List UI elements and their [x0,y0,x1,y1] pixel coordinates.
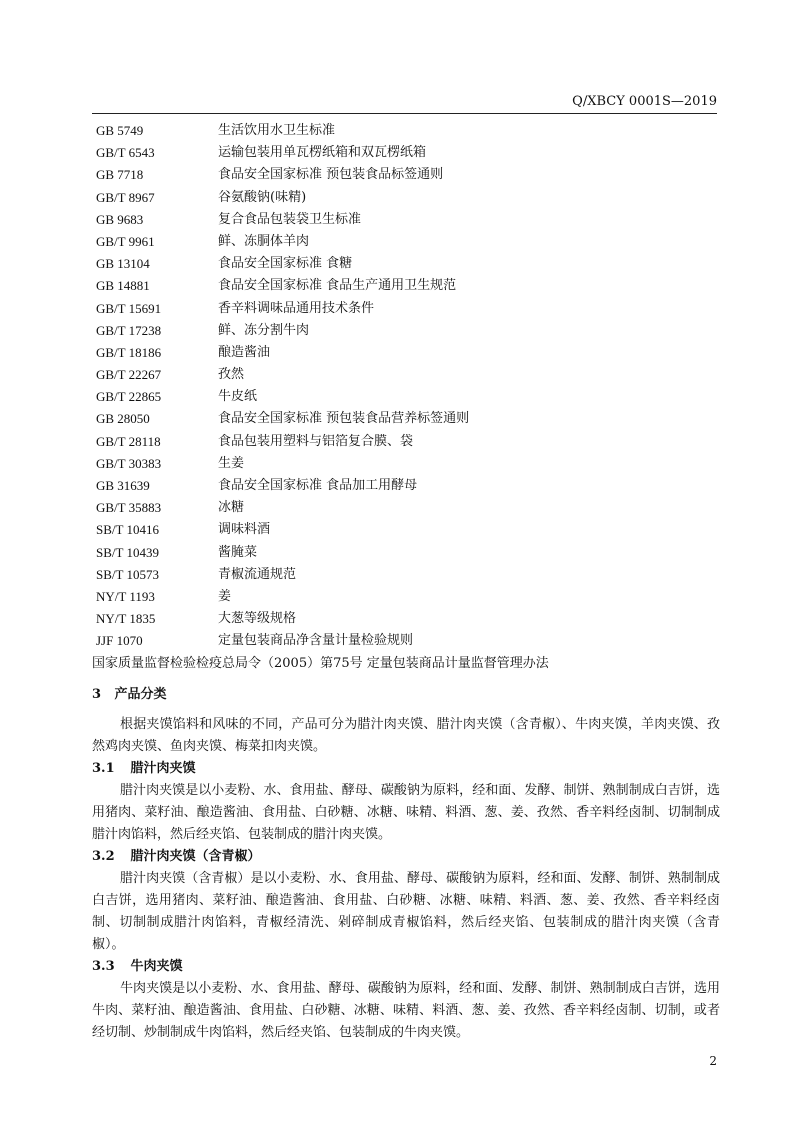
reference-row [96,497,716,519]
reference-code: GB/T 35883 [96,500,162,516]
reference-title: 复合食品包装袋卫生标准 [218,211,362,227]
reference-title: 冰糖 [218,500,245,516]
reference-title: 青椒流通规范 [218,566,297,582]
reference-code: GB/T 6543 [96,145,155,161]
reference-code: GB 31639 [96,478,150,493]
reference-title: 食品包装用塑料与铝箔复合膜、袋 [218,433,414,449]
reference-code: GB/T 22267 [96,367,162,383]
section-intro: 根据夹馍馅料和风味的不同，产品可分为腊汁肉夹馍、腊汁肉夹馍（含青椒）、牛肉夹馍，羊肉夹馍、孜然鸡肉夹馍、鱼肉夹馍、梅菜扣肉夹馍。 [92,717,720,754]
reference-row [96,275,716,297]
reference-code: GB/T 30383 [96,455,162,471]
normative-references-list [92,120,716,675]
subsection-heading [92,846,720,868]
section-heading [92,684,720,706]
reference-code: GB/T 22865 [96,389,162,405]
reference-note: 国家质量监督检验检疫总局令（2005）第75号 定量包装商品计量监督管理办法 [92,655,549,671]
reference-title: 酱腌菜 [218,544,258,560]
reference-code: SB/T 10439 [96,544,159,560]
reference-code: GB 28050 [96,411,150,427]
reference-title: 鲜、冻分割牛肉 [218,322,310,338]
reference-row [96,408,716,430]
reference-title: 食品安全国家标准 预包装食品标签通则 [218,167,444,183]
reference-code: GB/T 15691 [96,300,162,316]
reference-title: 酿造酱油 [218,344,271,360]
reference-row [96,630,716,652]
reference-code: GB/T 17238 [96,322,162,338]
reference-code: NY/T 1835 [96,611,156,627]
subsection-text: 腊汁肉夹馍（含青椒）是以小麦粉、水、食用盐、酵母、碳酸钠为原料，经和面、发酵、制饼、熟制制成白吉饼，选用猪肉、菜籽油、酿造酱油、食用盐、白砂糖、冰糖、味精、料酒、葱、姜、孜然、香辛料经卤制、切制制成腊汁肉馅料，青椒经清洗、剁碎制成青椒馅料，然后经夹馅、包装制成的腊汁肉夹馍（含青椒）。 [92,871,720,952]
section-3 [92,684,720,1044]
subsection-title: 腊汁肉夹馍（含青椒） [130,849,261,864]
section-title: 产品分类 [114,687,167,702]
reference-title: 运输包装用单瓦楞纸箱和双瓦楞纸箱 [218,145,427,161]
reference-row [96,187,716,209]
reference-code: NY/T 1193 [96,588,155,604]
reference-title: 鲜、冻胴体羊肉 [218,233,310,249]
subsection-title: 牛肉夹馍 [130,959,183,974]
reference-code: SB/T 10416 [96,522,159,538]
reference-title: 姜 [218,588,232,604]
reference-title: 孜然 [218,367,245,383]
reference-row [96,142,716,164]
reference-title: 食品安全国家标准 食糖 [218,256,353,272]
reference-title: 生姜 [218,455,245,471]
reference-code: GB 13104 [96,256,150,272]
reference-code: GB 5749 [96,123,144,138]
reference-row [96,231,716,253]
reference-row [96,564,716,586]
reference-title: 定量包装商品净含量计量检验规则 [218,633,414,649]
reference-code: GB 9683 [96,211,144,227]
document-number: Q/XBCY 0001S—2019 [572,94,717,109]
reference-title: 调味料酒 [218,522,271,538]
reference-code: GB/T 8967 [96,189,155,205]
reference-code: GB/T 28118 [96,433,161,449]
reference-code: JJF 1070 [96,633,143,649]
reference-title: 食品安全国家标准 食品加工用酵母 [218,478,418,493]
reference-row [96,320,716,342]
reference-code: GB/T 9961 [96,233,155,249]
reference-code: SB/T 10573 [96,566,159,582]
subsection-number: 3.1 [92,761,115,776]
reference-title: 生活饮用水卫生标准 [218,123,336,138]
reference-title: 谷氨酸钠(味精) [218,189,307,205]
reference-row [96,364,716,386]
reference-row [96,253,716,275]
subsection-heading [92,758,720,780]
reference-row [96,453,716,475]
subsection-text: 牛肉夹馍是以小麦粉、水、食用盐、酵母、碳酸钠为原料，经和面、发酵、制饼、熟制制成白吉饼，选用牛肉、菜籽油、酿造酱油、食用盐、白砂糖、冰糖、味精、料酒、葱、姜、孜然、香辛料经卤制、切制，或者经切制、炒制制成牛肉馅料，然后经夹馅、包装制成的牛肉夹馍。 [92,981,720,1040]
reference-row [96,608,716,630]
reference-code: GB 7718 [96,167,144,183]
reference-row [96,120,716,142]
reference-title: 牛皮纸 [218,389,258,405]
reference-title: 食品安全国家标准 预包装食品营养标签通则 [218,411,470,427]
reference-code: GB 14881 [96,278,150,294]
reference-row [96,431,716,453]
header-rule [92,113,717,114]
reference-row [96,475,716,497]
section-number: 3 [92,687,102,702]
subsection-heading [92,956,720,978]
subsection-title: 腊汁肉夹馍 [130,761,196,776]
reference-row [96,542,716,564]
reference-row [96,386,716,408]
reference-title: 香辛料调味品通用技术条件 [218,300,375,316]
reference-row [96,586,716,608]
reference-row [96,298,716,320]
subsection-text: 腊汁肉夹馍是以小麦粉、水、食用盐、酵母、碳酸钠为原料，经和面、发酵、制饼、熟制制成白吉饼，选用猪肉、菜籽油、酿造酱油、食用盐、白砂糖、冰糖、味精、料酒、葱、姜、孜然、香辛料经卤制、切制制成腊汁肉馅料，然后经夹馅、包装制成的腊汁肉夹馍。 [92,783,720,842]
reference-row [96,519,716,541]
page-number: 2 [709,1054,717,1068]
reference-row [96,209,716,231]
reference-title: 食品安全国家标准 食品生产通用卫生规范 [218,278,457,294]
reference-row [96,342,716,364]
reference-row [96,164,716,186]
reference-code: GB/T 18186 [96,344,162,360]
reference-title: 大葱等级规格 [218,611,297,627]
subsection-number: 3.3 [92,959,115,974]
subsection-number: 3.2 [92,849,115,864]
